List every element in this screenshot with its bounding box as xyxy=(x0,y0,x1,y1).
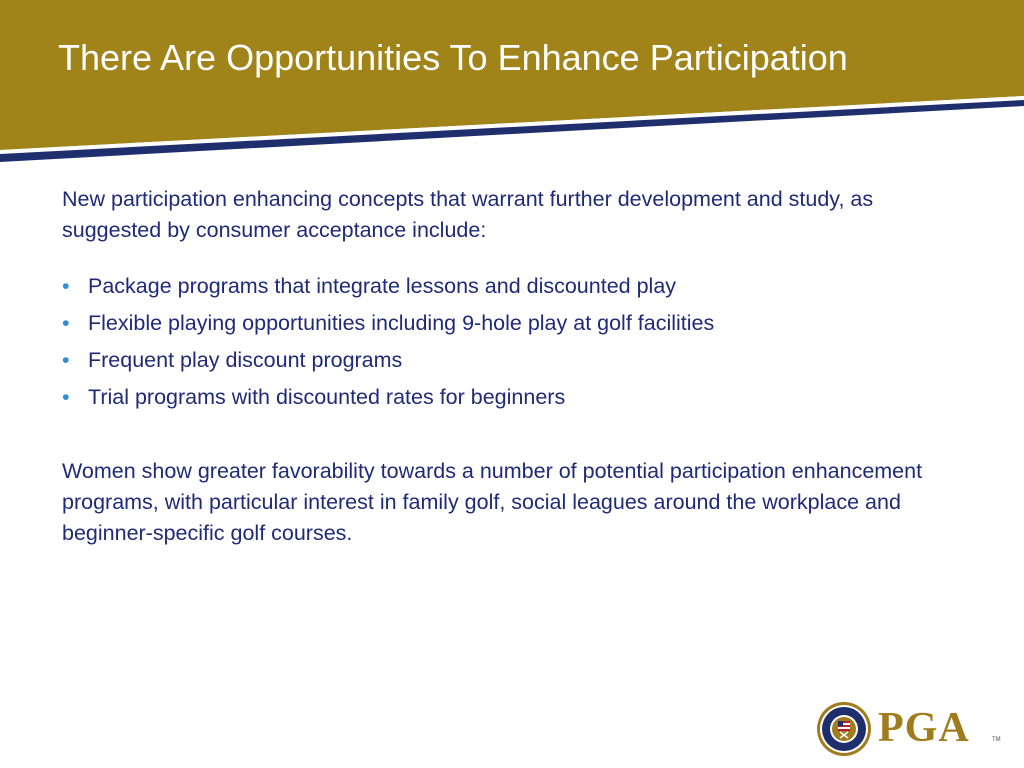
closing-paragraph: Women show greater favorability towards a number of potential participation enhancement programs, with particular interest in family golf, social leagues around the workplace and beginner-specific golf courses. xyxy=(62,459,923,545)
bullet-icon: • xyxy=(62,274,70,298)
pga-wordmark: PGA xyxy=(878,705,970,751)
bullet-text: Trial programs with discounted rates for beginners xyxy=(88,385,566,409)
intro-paragraph: New participation enhancing concepts that warrant further development and study, as suggested by consumer acceptance include: xyxy=(62,187,874,242)
slide-title: There Are Opportunities To Enhance Participation xyxy=(58,37,848,78)
bullet-list xyxy=(62,271,962,413)
pga-logo xyxy=(816,699,1002,759)
bullet-icon: • xyxy=(62,348,70,372)
trademark-mark: TM xyxy=(992,737,1001,743)
bullet-item xyxy=(62,308,962,339)
slide-content xyxy=(62,184,962,549)
bullet-item xyxy=(62,271,962,302)
bullet-text: Package programs that integrate lessons and discounted play xyxy=(88,274,677,298)
pga-seal-icon xyxy=(816,701,872,757)
bullet-item xyxy=(62,345,962,376)
header-band xyxy=(0,0,1024,170)
bullet-item xyxy=(62,382,962,413)
bullet-text: Flexible playing opportunities including 9-hole play at golf facilities xyxy=(88,311,715,335)
bullet-icon: • xyxy=(62,311,70,335)
bullet-text: Frequent play discount programs xyxy=(88,348,403,372)
bullet-icon: • xyxy=(62,385,70,409)
